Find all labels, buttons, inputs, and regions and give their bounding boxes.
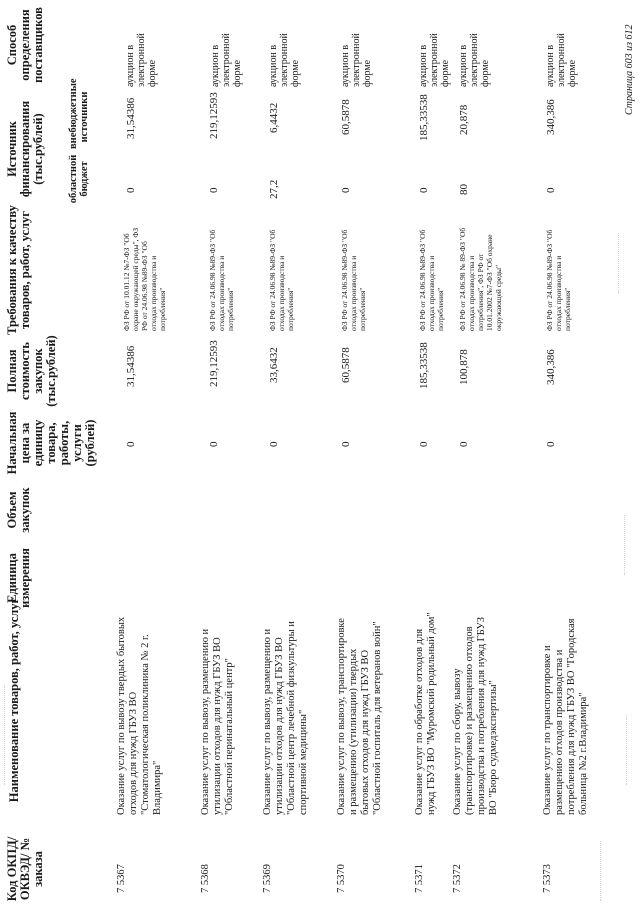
row-extra: 340,386 bbox=[545, 99, 557, 135]
row-extra: 6,4432 bbox=[268, 102, 280, 133]
row-code: 7 5372 bbox=[452, 864, 463, 893]
row-name: Оказание услуг по вывозу, размещению и утилизации отходов для нужд ГБУЗ ВО "Областной центр лечебной физкультуры и спортивной медицины" bbox=[262, 621, 309, 815]
header-funding: Источник финансирования (тыс.рублей) bbox=[5, 100, 45, 198]
row-extra: 185,33538 bbox=[418, 94, 430, 141]
row-method: аукцион в электронной форме bbox=[125, 33, 158, 87]
scan-noise bbox=[624, 515, 628, 575]
row-requirements: ФЗ РФ от 24.06.98 №89-ФЗ "Об отходах производства и потребления" bbox=[340, 229, 367, 331]
scan-noise bbox=[618, 233, 622, 293]
row-total: 31,54386 bbox=[125, 345, 137, 387]
row-regional: 27,2 bbox=[268, 179, 280, 199]
row-name: Оказание услуг по вывозу твердых бытовых отходов для нужд ГБУЗ ВО "Стоматологическая поликлиника № 2 г. Владимира" bbox=[116, 616, 163, 815]
row-regional: 0 bbox=[545, 187, 557, 193]
row-total: 60,5878 bbox=[340, 347, 352, 383]
row-regional: 80 bbox=[458, 184, 470, 195]
row-name: Оказание услуг по транспортировке и размещению отходов производства и потребления для нужд ГБУЗ ВО "Городская больница №2 г.Владимира" bbox=[542, 618, 589, 815]
row-price: 0 bbox=[418, 441, 430, 447]
row-regional: 0 bbox=[340, 187, 352, 193]
page-number: Страница 603 из 612 bbox=[624, 24, 635, 115]
header-price: Начальная цена за единицу товара, работы, услуги (рублей) bbox=[5, 411, 97, 475]
row-requirements: ФЗ РФ от 24.06.98 №89-ФЗ "Об отходах производства и потребления" bbox=[208, 229, 235, 331]
header-unit: Единица измерения bbox=[5, 548, 32, 608]
row-regional: 0 bbox=[125, 187, 137, 193]
header-volume: Объем закупок bbox=[5, 487, 32, 533]
row-requirements: ФЗ РФ от 10.01.12 №7-ФЗ "Об охране окружающей среды", ФЗ РФ от 24.06.98 №89-ФЗ "Об отходах производства и потребления" bbox=[122, 227, 167, 331]
row-code: 7 5373 bbox=[542, 864, 553, 893]
row-price: 0 bbox=[458, 441, 470, 447]
header-funding-extra: внебюджетные источники bbox=[68, 78, 90, 149]
row-method: аукцион в электронной форме bbox=[210, 33, 243, 87]
row-code: 7 5368 bbox=[200, 864, 211, 893]
row-name: Оказание услуг по сбору, вывозу (транспортировке) и размещению отходов производства и потребления для нужд ГБУЗ ВО "Бюро судмедэкспертизы" bbox=[452, 617, 499, 815]
row-price: 0 bbox=[340, 441, 352, 447]
header-requirements: Требования к качеству товаров, работ, услуг bbox=[5, 205, 32, 335]
row-total: 33,6432 bbox=[268, 347, 280, 383]
header-funding-regional: областной бюджет bbox=[68, 154, 90, 204]
row-extra: 20,878 bbox=[458, 104, 470, 135]
row-total: 219,12593 bbox=[208, 340, 220, 387]
row-price: 0 bbox=[268, 441, 280, 447]
row-price: 0 bbox=[208, 441, 220, 447]
row-code: 7 5371 bbox=[414, 864, 425, 893]
row-requirements: ФЗ РФ от 24.06.98 № 89-ФЗ "Об отходах производства и потребления", ФЗ РФ от 10.01.2002 №7-ФЗ "Об охране окружающей среды" bbox=[458, 227, 503, 331]
row-name: Оказание услуг по вывозу, размещению и утилизации отходов для нужд ГБУЗ ВО "Областной перинатальный центр" bbox=[200, 628, 235, 815]
scan-noise bbox=[4, 685, 8, 785]
row-name: Оказание услуг по вывозу, транспортировке и размещению (утилизации) твердых бытовых отходов для нужд ГБУЗ ВО "Областной госпиталь для ветеранов войн" bbox=[336, 618, 383, 815]
header-name: Наименование товаров, работ, услуг bbox=[7, 597, 21, 803]
row-requirements: ФЗ РФ от 24.06.98 №89-ФЗ "Об отходах производства и потребления" bbox=[268, 229, 295, 331]
header-code: Код ОКПД/ ОКВЭД/ № заказа bbox=[5, 836, 45, 902]
row-extra: 60,5878 bbox=[340, 99, 352, 135]
row-code: 7 5370 bbox=[336, 864, 347, 893]
row-code: 7 5367 bbox=[116, 864, 127, 893]
header-total: Полная стоимость закупок (тыс.рублей) bbox=[5, 335, 58, 407]
row-method: аукцион в электронной форме bbox=[545, 33, 578, 87]
row-total: 185,33538 bbox=[418, 342, 430, 389]
scan-noise bbox=[600, 841, 604, 901]
row-total: 100,878 bbox=[458, 349, 470, 385]
row-method: аукцион в электронной форме bbox=[268, 33, 301, 87]
scan-noise bbox=[626, 715, 630, 785]
row-method: аукцион в электронной форме bbox=[340, 33, 373, 87]
row-price: 0 bbox=[125, 441, 137, 447]
row-name: Оказание услуг по обработке отходов для нужд ГБУЗ ВО "Муромский родильный дом" bbox=[414, 612, 437, 815]
row-regional: 0 bbox=[208, 187, 220, 193]
row-method: аукцион в электронной форме bbox=[418, 33, 451, 87]
row-price: 0 bbox=[545, 441, 557, 447]
row-method: аукцион в электронной форме bbox=[458, 33, 491, 87]
row-requirements: ФЗ РФ от 24.06.98 №89-ФЗ "Об отходах производства и потребления" bbox=[418, 229, 445, 331]
header-method: Способ определения поставщиков bbox=[5, 7, 45, 83]
row-extra: 31,54386 bbox=[125, 97, 137, 139]
row-regional: 0 bbox=[418, 187, 430, 193]
row-code: 7 5369 bbox=[262, 864, 273, 893]
row-requirements: ФЗ РФ от 24.06.98 №89-ФЗ "Об отходах производства и потребления" bbox=[545, 229, 572, 331]
row-total: 340,386 bbox=[545, 349, 557, 385]
row-extra: 219,12593 bbox=[208, 92, 220, 139]
